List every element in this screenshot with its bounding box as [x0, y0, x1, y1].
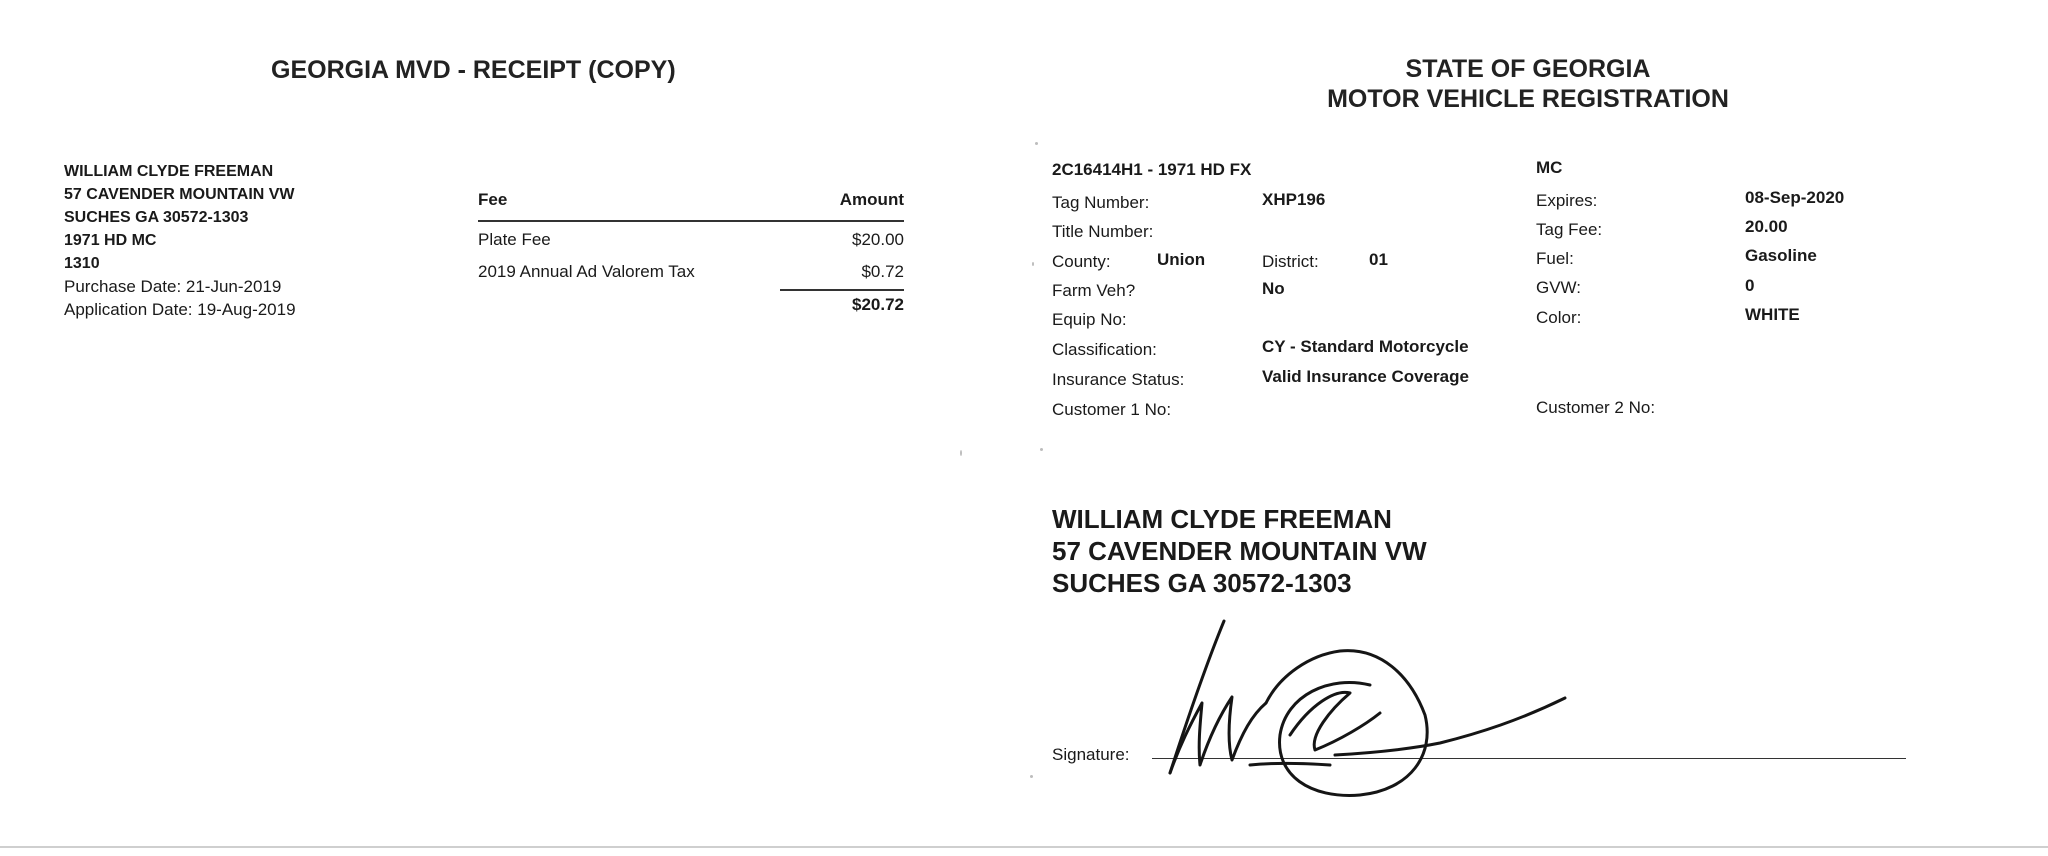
- customer2-label: Customer 2 No:: [1536, 398, 1656, 417]
- vin-vehicle: 2C16414H1 - 1971 HD FX: [1052, 160, 1252, 179]
- receipt-title: GEORGIA MVD - RECEIPT (COPY): [271, 56, 676, 84]
- fee-amount: $0.72: [861, 262, 904, 281]
- county-value: Union: [1157, 250, 1206, 269]
- signature-label: Signature:: [1052, 745, 1130, 764]
- application-date: Application Date: 19-Aug-2019: [64, 300, 296, 319]
- receipt-address-line2: SUCHES GA 30572-1303: [64, 209, 249, 226]
- fuel-value: Gasoline: [1745, 246, 1817, 265]
- fee-total: $20.72: [852, 295, 904, 314]
- farm-veh-label: Farm Veh?: [1052, 281, 1136, 300]
- total-rule: [780, 289, 904, 291]
- fee-table: [478, 186, 904, 329]
- district-value: 01: [1369, 250, 1388, 269]
- fee-row: [478, 222, 904, 258]
- fee-table-header: [478, 186, 904, 222]
- fee-total-row: [478, 294, 904, 329]
- registration-owner-name: WILLIAM CLYDE FREEMAN: [1052, 504, 1392, 534]
- registration-title-line2: MOTOR VEHICLE REGISTRATION: [1327, 85, 1729, 113]
- insurance-status-value: Valid Insurance Coverage: [1262, 367, 1469, 386]
- receipt-code: 1310: [64, 255, 100, 272]
- registration-address-line2: SUCHES GA 30572-1303: [1052, 568, 1352, 598]
- scan-speck: [1030, 775, 1033, 778]
- tag-number-label: Tag Number:: [1052, 193, 1150, 212]
- district-label: District:: [1262, 252, 1319, 271]
- page-bottom-edge: [0, 846, 2048, 848]
- registration-address-line1: 57 CAVENDER MOUNTAIN VW: [1052, 536, 1427, 566]
- fee-description: 2019 Annual Ad Valorem Tax: [478, 262, 695, 281]
- expires-label: Expires:: [1536, 191, 1598, 210]
- scan-speck: [1032, 262, 1034, 266]
- receipt-owner-name: WILLIAM CLYDE FREEMAN: [64, 163, 274, 180]
- fee-header: Fee: [478, 190, 508, 209]
- gvw-label: GVW:: [1536, 278, 1582, 297]
- color-value: WHITE: [1745, 305, 1800, 324]
- scan-speck: [960, 450, 962, 456]
- amount-header: Amount: [839, 190, 904, 209]
- classification-value: CY - Standard Motorcycle: [1262, 337, 1469, 356]
- fee-description: Plate Fee: [478, 230, 551, 249]
- scan-speck: [1035, 142, 1038, 145]
- receipt-address-block: [64, 160, 296, 321]
- registration-title-line1: STATE OF GEORGIA: [1405, 55, 1651, 83]
- scan-speck: [1040, 448, 1043, 451]
- fuel-label: Fuel:: [1536, 249, 1574, 268]
- handwritten-signature: [1140, 615, 1580, 805]
- title-number-label: Title Number:: [1052, 222, 1154, 241]
- registration-title: [1308, 54, 1748, 114]
- purchase-date: Purchase Date: 21-Jun-2019: [64, 277, 282, 296]
- tag-fee-label: Tag Fee:: [1536, 220, 1603, 239]
- receipt-vehicle: 1971 HD MC: [64, 232, 157, 249]
- tag-fee-value: 20.00: [1745, 217, 1788, 236]
- registration-owner-block: [1052, 503, 1427, 599]
- equip-no-label: Equip No:: [1052, 310, 1127, 329]
- receipt-address-line1: 57 CAVENDER MOUNTAIN VW: [64, 186, 295, 203]
- insurance-status-label: Insurance Status:: [1052, 370, 1185, 389]
- customer1-label: Customer 1 No:: [1052, 400, 1172, 419]
- farm-veh-value: No: [1262, 279, 1285, 298]
- fee-amount: $20.00: [852, 230, 904, 249]
- classification-label: Classification:: [1052, 340, 1157, 359]
- color-label: Color:: [1536, 308, 1582, 327]
- expires-value: 08-Sep-2020: [1745, 188, 1845, 207]
- tag-number: XHP196: [1262, 190, 1326, 209]
- gvw-value: 0: [1745, 276, 1755, 295]
- county-label: County:: [1052, 252, 1111, 271]
- vehicle-type-code: MC: [1536, 158, 1563, 177]
